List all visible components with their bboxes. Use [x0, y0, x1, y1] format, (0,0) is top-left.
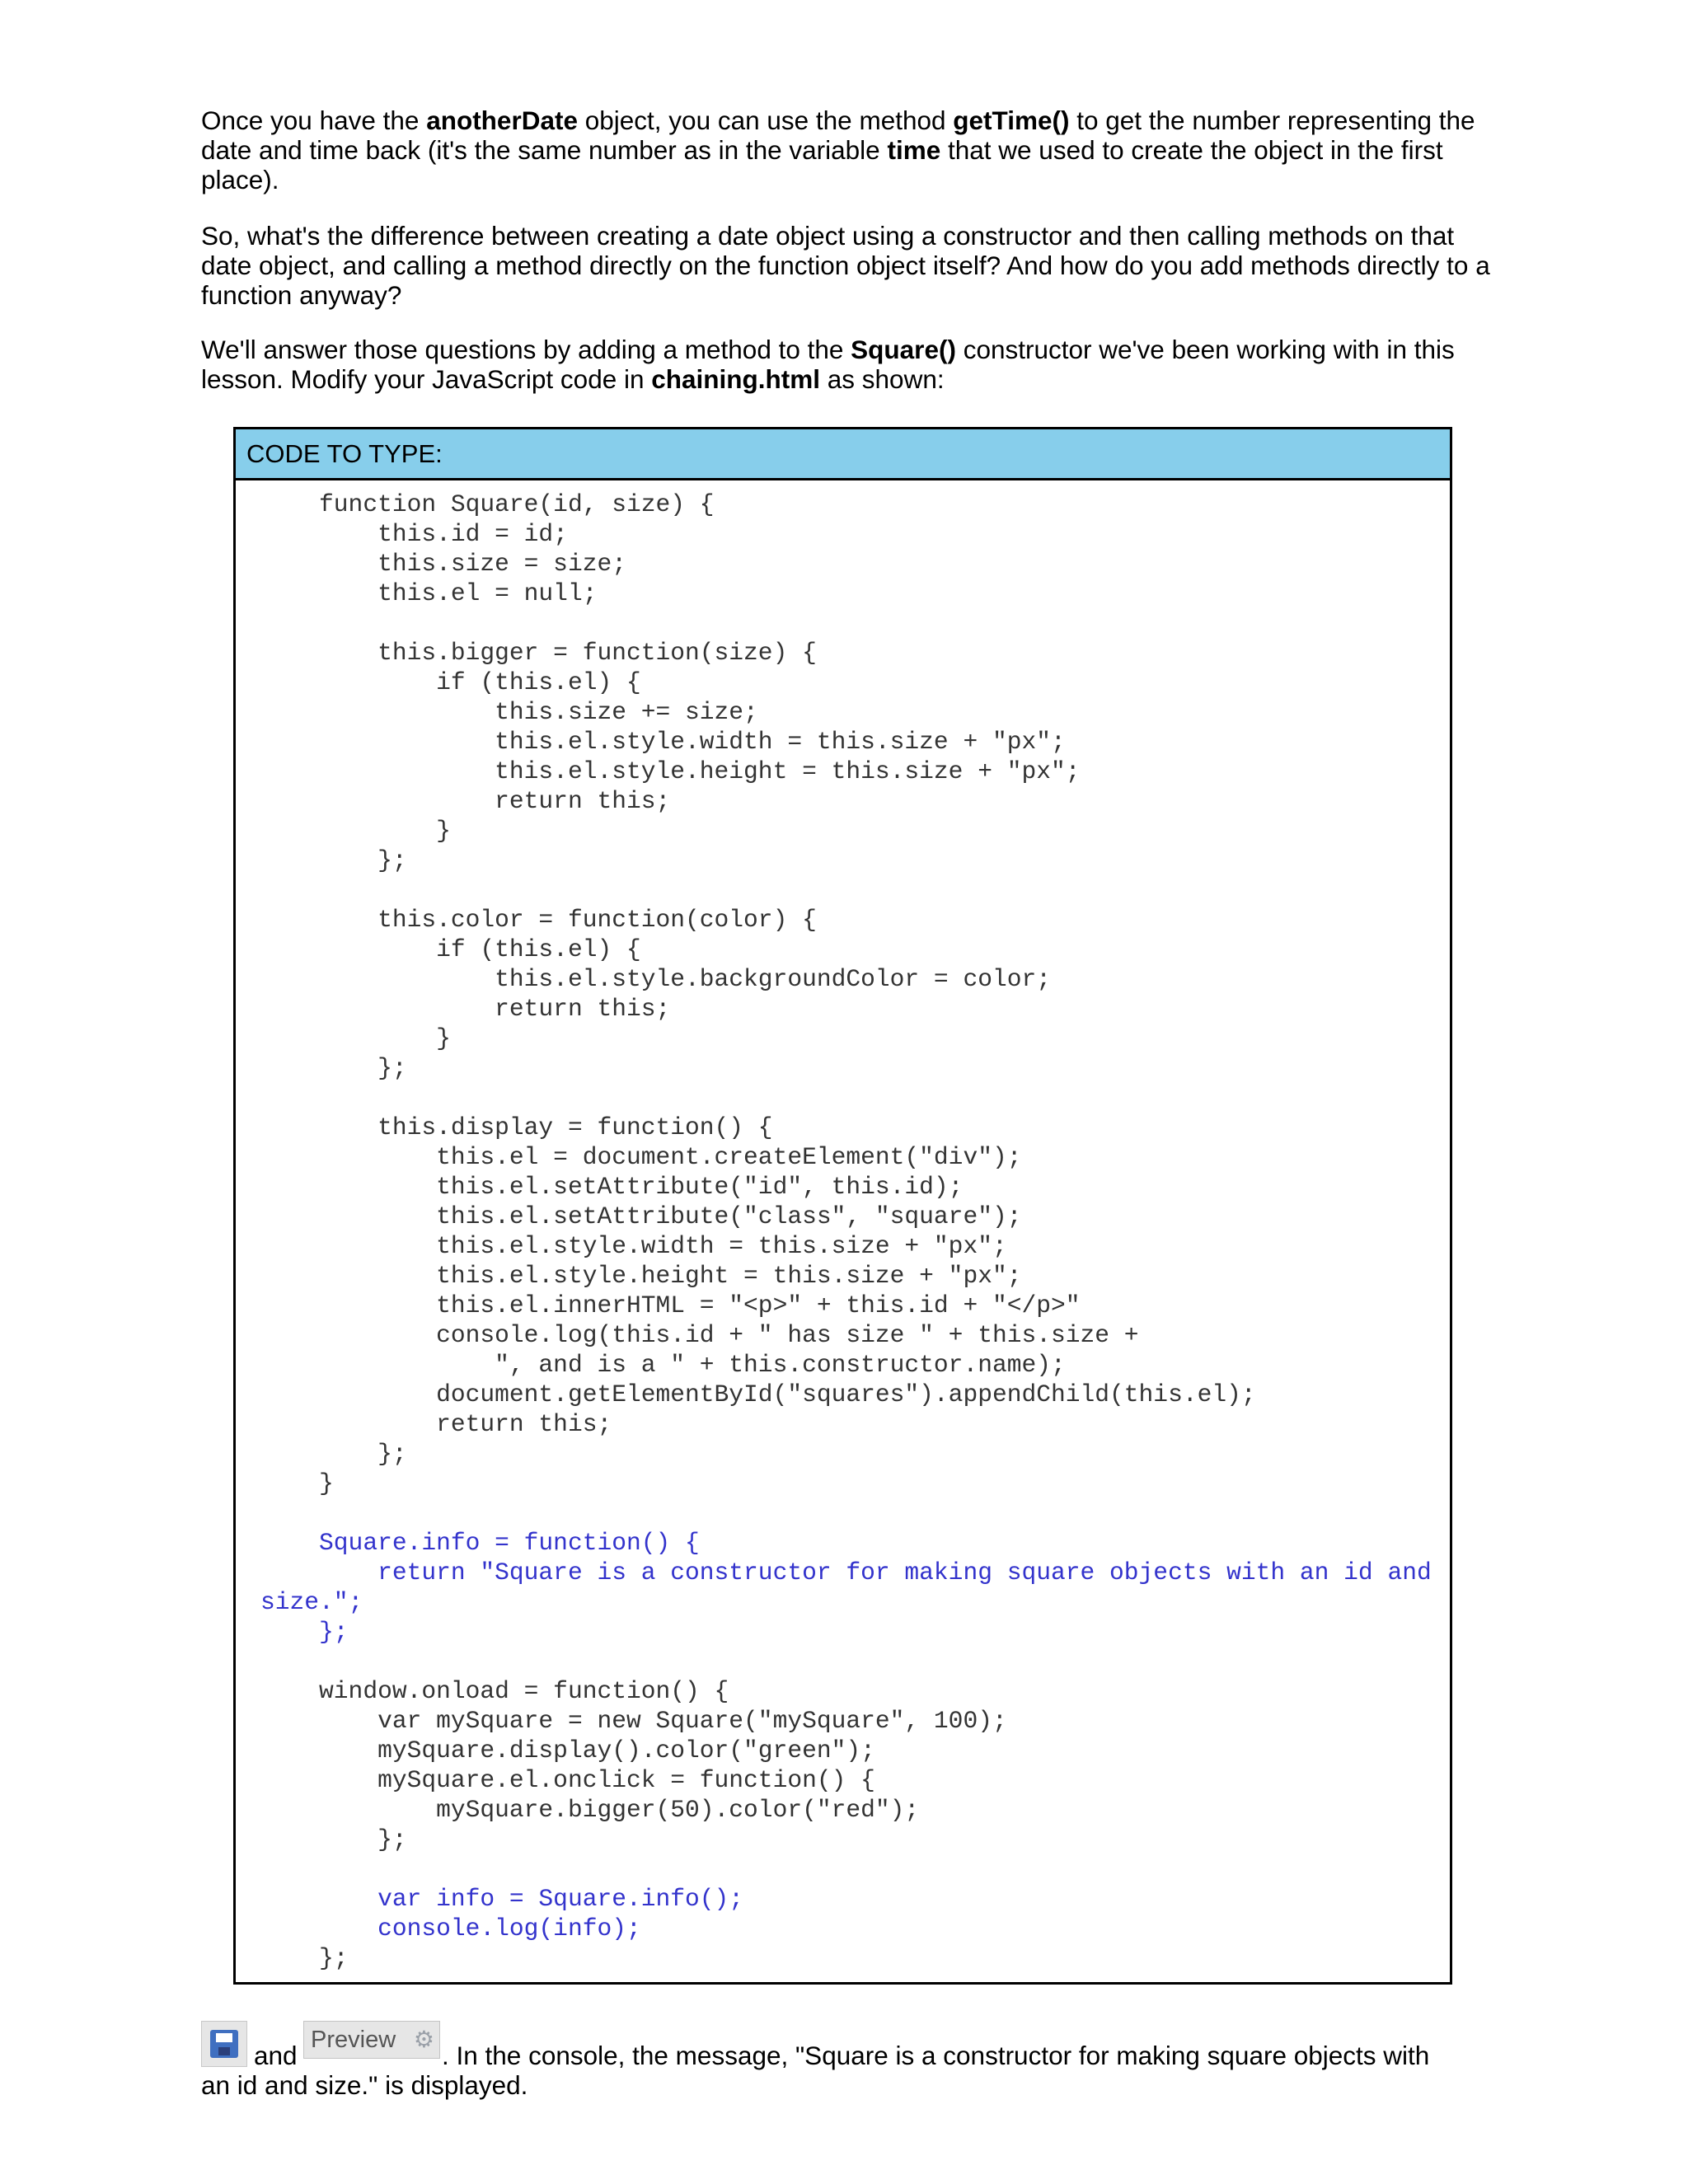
code-line: };	[260, 1054, 407, 1082]
code-line	[260, 1854, 1432, 1884]
code-line: return this;	[260, 1410, 612, 1438]
code-line: return this;	[260, 995, 671, 1023]
code-line: this.bigger = function(size) {	[260, 639, 817, 667]
code-line: function Square(id, size) {	[260, 490, 715, 518]
code-line: mySquare.display().color("green");	[260, 1736, 875, 1765]
code-line: };	[260, 1825, 407, 1854]
code-term-time: time	[887, 135, 941, 165]
code-line: size.";	[260, 1588, 363, 1616]
code-line: this.el.setAttribute("id", this.id);	[260, 1173, 964, 1201]
code-line: this.size = size;	[260, 550, 626, 578]
code-line: this.size += size;	[260, 698, 758, 726]
code-line: this.el.style.height = this.size + "px";	[260, 1262, 1022, 1290]
preview-button[interactable]	[303, 2021, 440, 2059]
code-line: ", and is a " + this.constructor.name);	[260, 1351, 1066, 1379]
code-line: this.el.style.height = this.size + "px";	[260, 757, 1081, 785]
paragraph-difference: So, what's the difference between creating a date object using a constructor and then calling methods on that date object, and calling a method directly on the function object itself? And how do you add methods directly to a function anyway?	[201, 221, 1490, 310]
code-line: console.log(this.id + " has size " + this.size +	[260, 1321, 1139, 1349]
code-box-header: CODE TO TYPE:	[236, 429, 1450, 480]
preview-label: Preview	[311, 2027, 396, 2053]
save-disk-icon	[210, 2030, 238, 2058]
code-listing	[260, 490, 1432, 1973]
code-to-type-box	[233, 427, 1452, 1985]
code-line: this.id = id;	[260, 520, 568, 548]
code-line: }	[260, 1469, 334, 1497]
code-line: document.getElementById("squares").appendChild(this.el);	[260, 1380, 1256, 1408]
code-line: this.el.style.backgroundColor = color;	[260, 965, 1051, 993]
code-line	[260, 608, 1432, 638]
console-message-text: . In the console, the message, "Square is a constructor for making square objects with	[442, 2041, 1430, 2070]
code-line: var info = Square.info();	[260, 1885, 744, 1913]
code-line: this.color = function(color) {	[260, 906, 817, 934]
after-instructions	[201, 2021, 1495, 2100]
code-line: this.el.style.width = this.size + "px";	[260, 728, 1066, 756]
code-line: }	[260, 817, 451, 845]
code-line: return this;	[260, 787, 671, 815]
code-term-anotherDate: anotherDate	[426, 105, 578, 135]
file-name-chaining: chaining.html	[651, 364, 821, 394]
console-message-text-cont: an id and size." is displayed.	[201, 2070, 528, 2100]
code-line	[260, 1083, 1432, 1113]
code-line: console.log(info);	[260, 1915, 641, 1943]
code-line: if (this.el) {	[260, 668, 641, 696]
code-line: this.el.style.width = this.size + "px";	[260, 1232, 1007, 1260]
code-line: mySquare.el.onclick = function() {	[260, 1766, 875, 1794]
paragraph-getTime: Once you have the anotherDate object, you can use the method getTime() to get the number representing the date and time back (it's the same number as in the variable time that we used to create the object in the first place).	[201, 105, 1475, 194]
code-line: window.onload = function() {	[260, 1677, 729, 1705]
code-line: var mySquare = new Square("mySquare", 100);	[260, 1707, 1007, 1735]
code-line: if (this.el) {	[260, 935, 641, 963]
code-line: this.el = null;	[260, 579, 598, 607]
code-line: mySquare.bigger(50).color("red");	[260, 1796, 920, 1824]
gear-icon: ⚙	[413, 2027, 434, 2052]
code-term-Square: Square()	[851, 335, 956, 364]
code-line: };	[260, 1618, 349, 1646]
code-line: this.el.setAttribute("class", "square");	[260, 1202, 1022, 1230]
code-line	[260, 875, 1432, 905]
code-line: };	[260, 1440, 407, 1468]
code-line: };	[260, 1944, 349, 1972]
code-line: return "Square is a constructor for making square objects with an id and	[260, 1558, 1432, 1586]
code-line: }	[260, 1024, 451, 1052]
code-line: this.el = document.createElement("div");	[260, 1143, 1022, 1171]
code-line	[260, 1647, 1432, 1676]
code-line	[260, 1498, 1432, 1528]
code-line: Square.info = function() {	[260, 1529, 700, 1557]
code-line: };	[260, 846, 407, 874]
save-button[interactable]	[201, 2021, 247, 2067]
code-term-getTime: getTime()	[953, 105, 1070, 135]
code-line: this.display = function() {	[260, 1113, 773, 1141]
and-text: and	[254, 2041, 298, 2070]
code-line: this.el.innerHTML = "<p>" + this.id + "</p>"	[260, 1291, 1081, 1319]
paragraph-modify-instruction: We'll answer those questions by adding a method to the Square() constructor we've been working with in this lesson. Modify your JavaScript code in chaining.html as shown:	[201, 335, 1455, 394]
